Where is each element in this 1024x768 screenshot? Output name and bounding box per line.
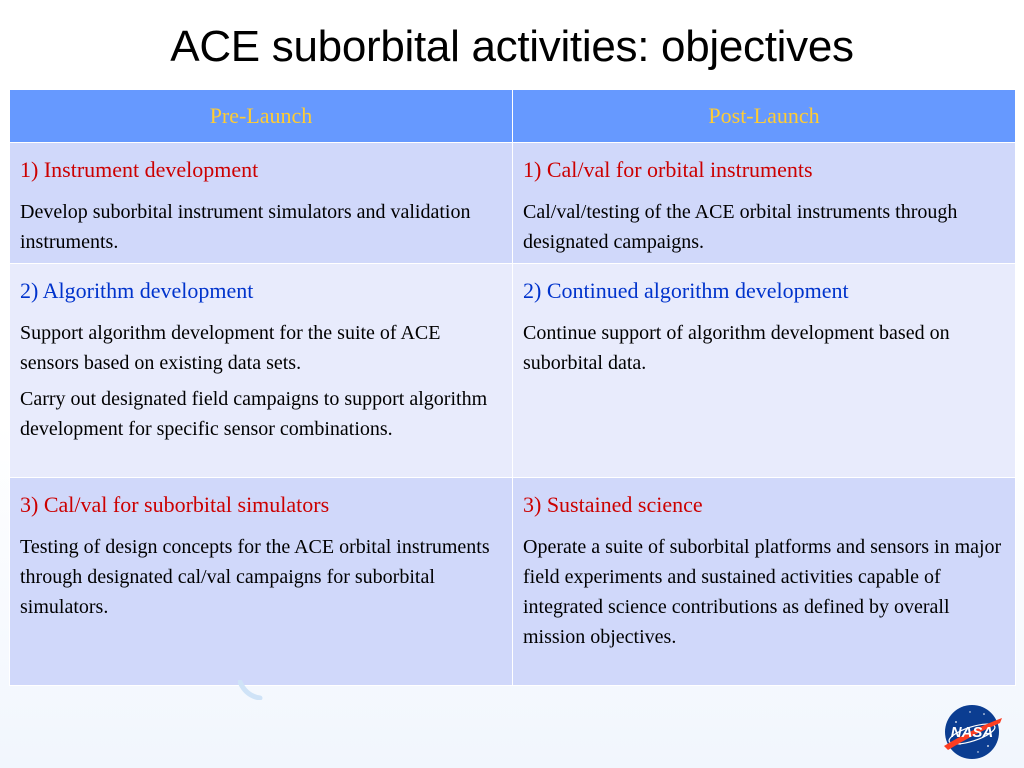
item-heading: 3) Cal/val for suborbital simulators xyxy=(20,492,330,517)
table-row xyxy=(10,478,1016,686)
item-heading: 1) Cal/val for orbital instruments xyxy=(523,157,813,182)
item-description: Cal/val/testing of the ACE orbital instruments through designated campaigns. xyxy=(523,201,958,253)
slide-title: ACE suborbital activities: objectives xyxy=(170,22,854,71)
header-post-launch: Post-Launch xyxy=(513,90,1016,143)
item-heading: 3) Sustained science xyxy=(523,492,703,517)
table-row xyxy=(10,264,1016,478)
item-description: Support algorithm development for the suite of ACE sensors based on existing data sets. xyxy=(20,322,441,374)
table-header-row xyxy=(10,90,1016,143)
table-cell-post-launch xyxy=(513,264,1016,478)
table-cell-pre-launch xyxy=(10,143,513,264)
item-description: Carry out designated field campaigns to support algorithm development for specific sensor combinations. xyxy=(20,388,488,440)
item-description: Continue support of algorithm development based on suborbital data. xyxy=(523,322,950,374)
background-swoosh-icon xyxy=(238,680,266,700)
table-cell-pre-launch xyxy=(10,478,513,686)
item-heading: 2) Continued algorithm development xyxy=(523,278,849,303)
item-description: Develop suborbital instrument simulators and validation instruments. xyxy=(20,201,471,253)
item-heading: 1) Instrument development xyxy=(20,157,259,182)
item-description: Operate a suite of suborbital platforms and sensors in major field experiments and sustained activities capable of integrated science contributions as defined by overall mission objectives. xyxy=(523,536,1002,648)
nasa-logo-text: NASA xyxy=(950,724,994,741)
item-description: Testing of design concepts for the ACE orbital instruments through designated cal/val campaigns for suborbital simulators. xyxy=(20,536,490,618)
nasa-meatball-icon xyxy=(940,700,1004,764)
objectives-table xyxy=(9,89,1016,686)
table-cell-post-launch xyxy=(513,143,1016,264)
item-heading: 2) Algorithm development xyxy=(20,278,254,303)
header-pre-launch: Pre-Launch xyxy=(10,90,513,143)
table-cell-post-launch xyxy=(513,478,1016,686)
table-cell-pre-launch xyxy=(10,264,513,478)
table-row xyxy=(10,143,1016,264)
objectives-table-container xyxy=(9,89,1015,686)
